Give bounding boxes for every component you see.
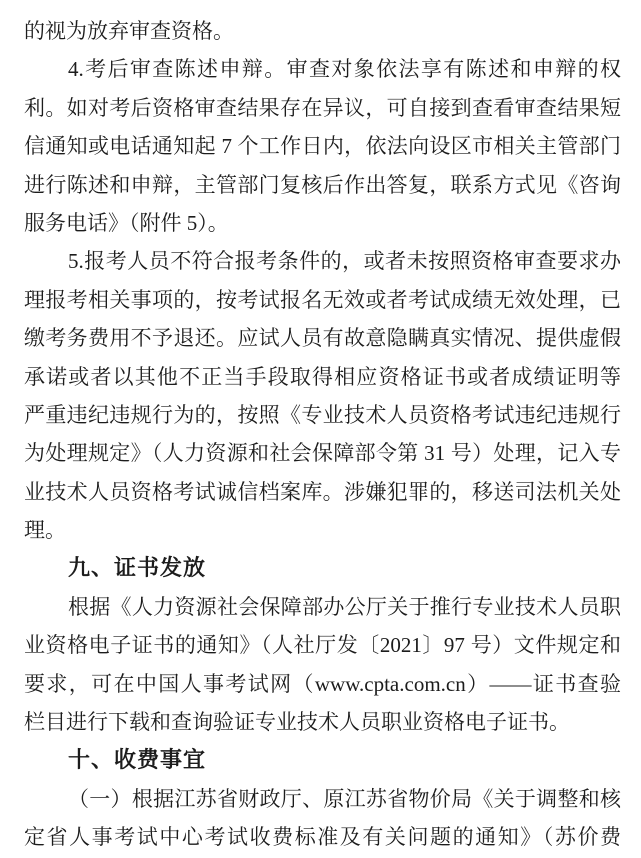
text-line: 利。如对考后资格审查结果存在异议，可自接到查看审查结果短 bbox=[24, 95, 621, 120]
text-line: 进行陈述和申辩，主管部门复核后作出答复，联系方式见《咨询 bbox=[24, 172, 621, 197]
text-line: 4.考后审查陈述申辩。审查对象依法享有陈述和申辩的权 bbox=[68, 57, 621, 82]
text-line: 5.报考人员不符合报考条件的，或者未按照资格审查要求办 bbox=[68, 249, 621, 274]
text-line: 根据《人力资源社会保障部办公厅关于推行专业技术人员职 bbox=[68, 594, 621, 619]
section-heading: 十、收费事宜 bbox=[68, 747, 207, 773]
text-line: 服务电话》（附件 5）。 bbox=[24, 210, 229, 235]
text-line: 承诺或者以其他不正当手段取得相应资格证书或者成绩证明等 bbox=[24, 364, 621, 389]
text-line: 要求，可在中国人事考试网（www.cpta.com.cn）——证书查验 bbox=[24, 671, 621, 696]
text-line: （一）根据江苏省财政厅、原江苏省物价局《关于调整和核 bbox=[68, 786, 621, 811]
text-line: 定省人事考试中心考试收费标准及有关问题的通知》（苏价费 bbox=[24, 825, 621, 850]
text-line: 信通知或电话通知起 7 个工作日内，依法向设区市相关主管部门 bbox=[24, 134, 621, 159]
text-line: 缴考务费用不予退还。应试人员有故意隐瞒真实情况、提供虚假 bbox=[24, 326, 621, 351]
text-line: 理。 bbox=[24, 518, 66, 543]
text-line: 严重违纪违规行为的，按照《专业技术人员资格考试违纪违规行 bbox=[24, 402, 621, 427]
text-line: 为处理规定》（人力资源和社会保障部令第 31 号）处理，记入专 bbox=[24, 441, 621, 466]
text-line: 业技术人员资格考试诚信档案库。涉嫌犯罪的，移送司法机关处 bbox=[24, 479, 621, 504]
text-line: 的视为放弃审查资格。 bbox=[24, 19, 234, 43]
section-heading: 九、证书发放 bbox=[68, 555, 207, 581]
text-line: 业资格电子证书的通知》（人社厅发〔2021〕97 号）文件规定和 bbox=[24, 633, 621, 658]
text-line: 栏目进行下载和查询验证专业技术人员职业资格电子证书。 bbox=[24, 710, 570, 735]
text-line: 理报考相关事项的，按考试报名无效或者考试成绩无效处理，已 bbox=[24, 287, 621, 312]
